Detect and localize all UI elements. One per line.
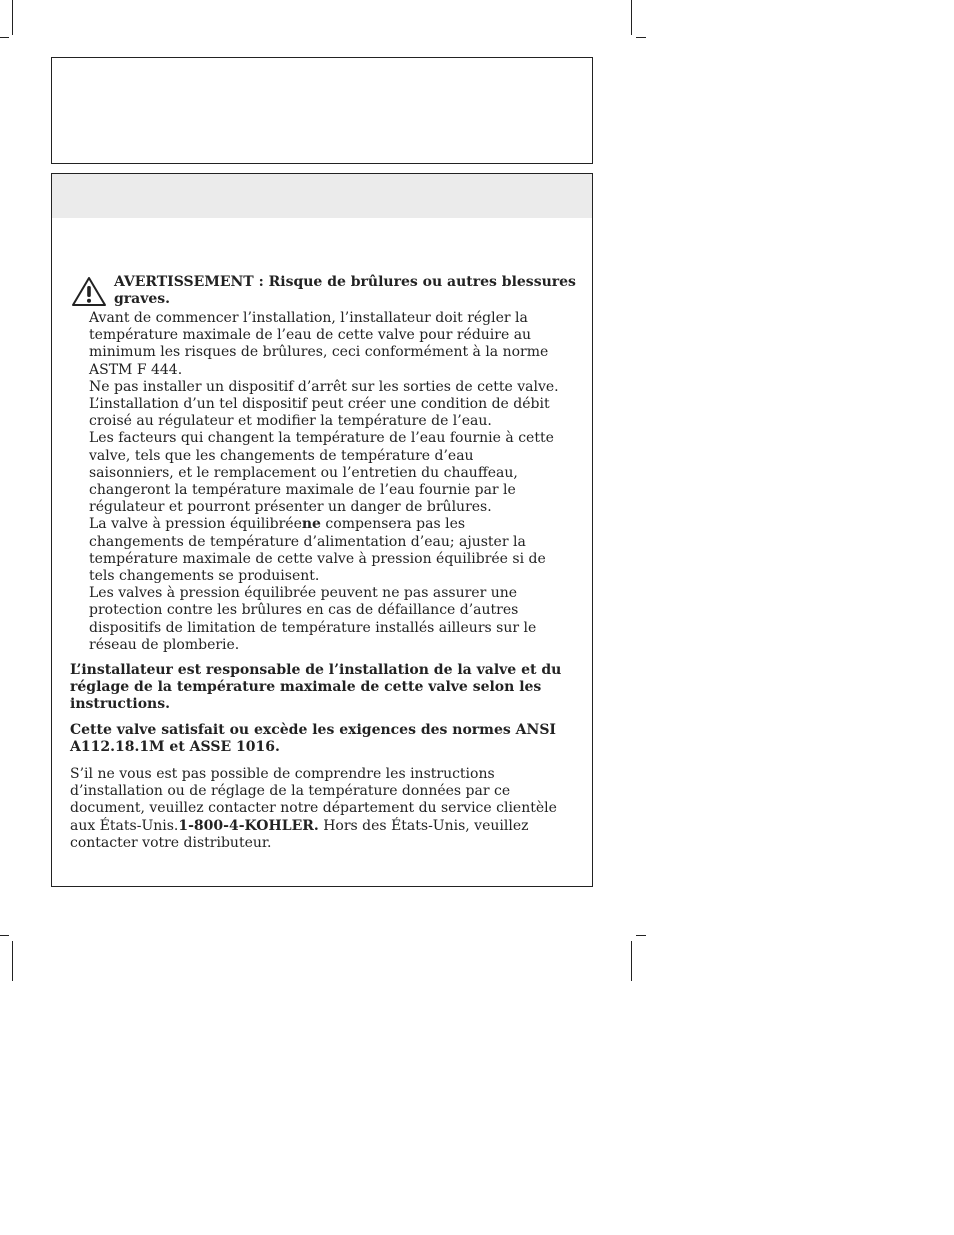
warning-item: Les facteurs qui changent la température de l’eau fournie à cette valve, tels que les changements de température d’eau saisonniers, et le remplacement ou l’entretien du chauffeau, changeront la température maximale de l’eau fournie par le régulateur et pourront présenter un danger de brûlures. — [89, 430, 554, 516]
crop-mark — [12, 941, 13, 981]
crop-mark — [12, 0, 13, 35]
crop-mark — [631, 0, 632, 35]
warning-triangle-icon — [71, 276, 107, 307]
crop-mark — [636, 935, 646, 936]
warning-title: AVERTISSEMENT : Risque de brûlures ou autres blessures graves. — [114, 274, 576, 308]
safety-notice-panel — [51, 173, 593, 887]
responsibility-note: L’installateur est responsable de l’installation de la valve et du réglage de la température maximale de cette valve selon les instructions. — [70, 662, 562, 713]
phone-number: 1-800-4-KOHLER. — [178, 817, 319, 834]
warning-item — [89, 516, 559, 585]
warning-item-text: compensera pas les changements de température d’alimentation d’eau; ajuster la température maximale de cette valve à pression équilibrée si de tels changements se produisent. — [89, 516, 546, 585]
crop-mark — [631, 941, 632, 981]
contact-text: Hors des États-Unis, veuillez contacter votre distributeur. — [70, 817, 529, 851]
warning-item-text: La valve à pression équilibrée — [89, 516, 302, 533]
crop-mark — [0, 935, 9, 936]
empty-frame — [51, 57, 593, 164]
warning-item: Avant de commencer l’installation, l’installateur doit régler la température maximale de l’eau de cette valve pour réduire au minimum les risques de brûlures, ceci conformément à la norme ASTM F 444. — [89, 310, 549, 378]
emphasis-ne: ne — [301, 516, 321, 533]
warning-item: Ne pas installer un dispositif d’arrêt sur les sorties de cette valve. L’installation d’un tel dispositif peut créer une condition de débit croisé au régulateur et modifier la température de l’eau. — [89, 378, 559, 430]
crop-mark — [636, 37, 646, 38]
standards-note: Cette valve satisfait ou excède les exigences des normes ANSI A112.18.1M et ASSE 1016. — [70, 722, 556, 756]
panel-header-band — [52, 174, 592, 218]
crop-mark — [0, 37, 9, 38]
warning-list — [89, 310, 559, 654]
warning-item: Les valves à pression équilibrée peuvent ne pas assurer une protection contre les brûlures en cas de défaillance d’autres dispositifs de limitation de température installés ailleurs sur le réseau de plomberie. — [89, 585, 537, 653]
contact-note — [70, 766, 570, 852]
contact-text: S’il ne vous est pas possible de comprendre les instructions d’installation ou de réglage de la température données par ce document, veuillez contacter notre département du service clientèle aux États-Unis. — [70, 766, 557, 834]
